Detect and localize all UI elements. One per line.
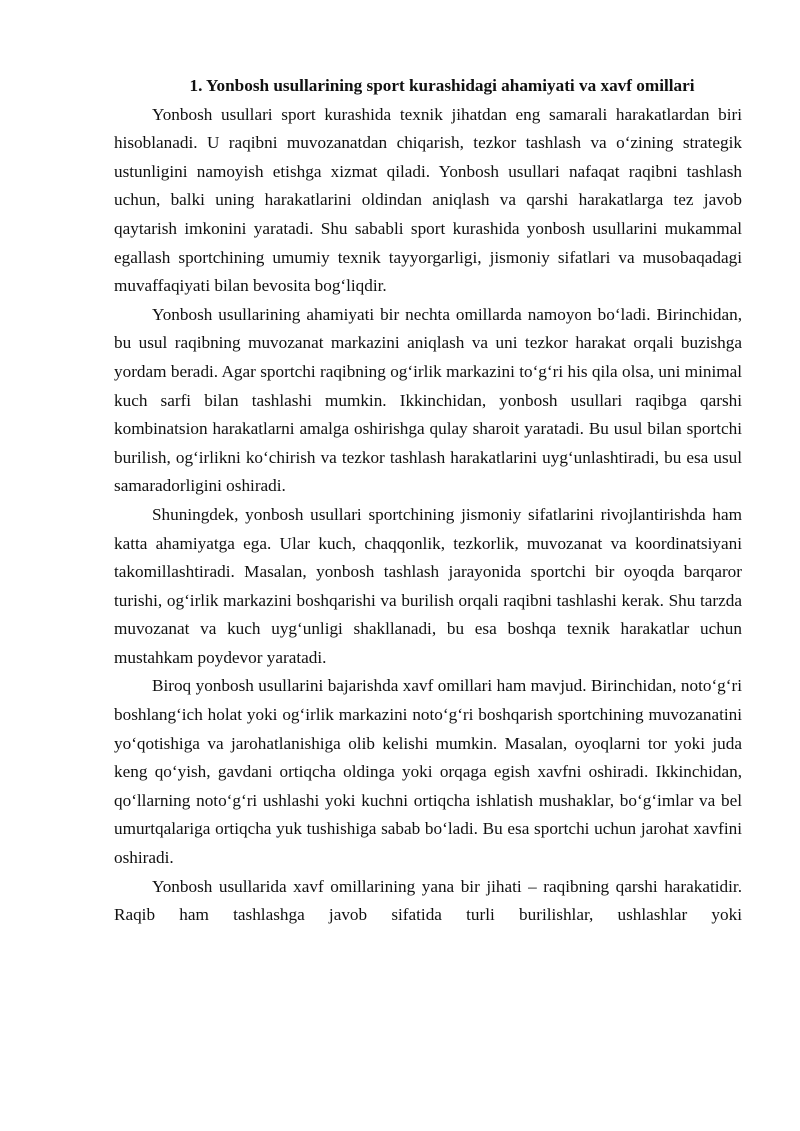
section-heading: 1. Yonbosh usullarining sport kurashidagi ahamiyati va xavf omillari	[189, 76, 695, 95]
document-page	[114, 72, 742, 930]
paragraph: Shuningdek, yonbosh usullari sportchining jismoniy sifatlarini rivojlantirishda ham katta ahamiyatga ega. Ular kuch, chaqqonlik, tezkorlik, muvozanat va koordinatsiyani takomillashtiradi. Masalan, yonbosh tashlash jarayonida sportchi bir oyoqda barqaror turishi, og‘irlik markazini boshqarishi va burilish orqali raqibni tashlashi kerak. Shu tarzda muvozanat va kuch uyg‘unligi shakllanadi, bu esa boshqa texnik harakatlar uchun mustahkam poydevor yaratadi.	[114, 504, 742, 667]
paragraph: Yonbosh usullarining ahamiyati bir nechta omillarda namoyon bo‘ladi. Birinchidan, bu usul raqibning muvozanat markazini aniqlash va uni tezkor harakat orqali buzishga yordam beradi. Agar sportchi raqibning og‘irlik markazini to‘g‘ri his qila olsa, uni minimal kuch sarfi bilan tashlashi mumkin. Ikkinchidan, yonbosh usullari raqibga qarshi kombinatsion harakatlarni amalga oshirishga qulay sharoit yaratadi. Bu usul bilan sportchi burilish, og‘irlikni ko‘chirish va tezkor tashlash harakatlarini uyg‘unlashtiradi, bu esa usul samaradorligini oshiradi.	[114, 304, 742, 496]
paragraph: Yonbosh usullarida xavf omillarining yana bir jihati – raqibning qarshi harakatidir. Raqib ham tashlashga javob sifatida turli burilishlar, ushlashlar yoki	[114, 876, 742, 925]
paragraph: Yonbosh usullari sport kurashida texnik jihatdan eng samarali harakatlardan biri hisoblanadi. U raqibni muvozanatdan chiqarish, tezkor tashlash va o‘zining strategik ustunligini namoyish etishga xizmat qiladi. Yonbosh usullari nafaqat raqibni tashlash uchun, balki uning harakatlarini oldindan aniqlash va qarshi harakatlarga tez javob qaytarish imkonini yaratadi. Shu sababli sport kurashida yonbosh usullarini mukammal egallash sportchining umumiy texnik tayyorgarligi, jismoniy sifatlari va musobaqadagi muvaffaqiyati bilan bevosita bog‘liqdir.	[114, 104, 742, 296]
paragraph: Biroq yonbosh usullarini bajarishda xavf omillari ham mavjud. Birinchidan, noto‘g‘ri boshlang‘ich holat yoki og‘irlik markazini noto‘g‘ri boshqarish sportchining muvozanatini yo‘qotishiga va jarohatlanishiga olib kelishi mumkin. Masalan, oyoqlarni tor yoki juda keng qo‘yish, gavdani ortiqcha oldinga yoki orqaga egish xavfni oshiradi. Ikkinchidan, qo‘llarning noto‘g‘ri ushlashi yoki kuchni ortiqcha ishlatish mushaklar, bo‘g‘imlar va bel umurtqalariga ortiqcha yuk tushishiga sabab bo‘ladi. Bu esa sportchi uchun jarohat xavfini oshiradi.	[114, 676, 742, 868]
